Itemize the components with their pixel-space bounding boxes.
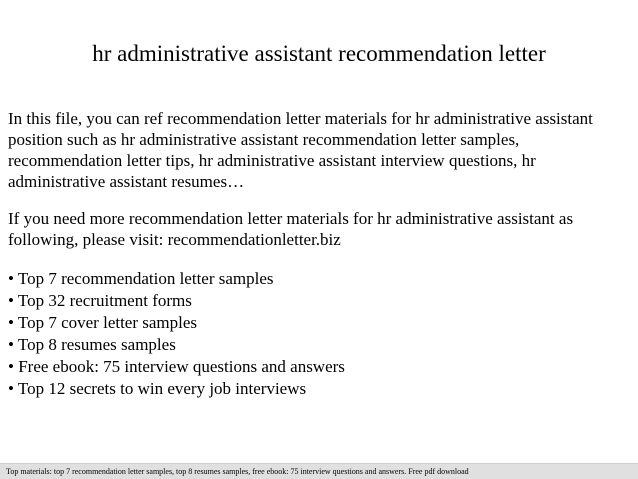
list-item: • Top 32 recruitment forms <box>8 291 192 310</box>
footer-bar <box>0 463 638 479</box>
list-item: • Free ebook: 75 interview questions and answers <box>8 357 345 376</box>
list-item: • Top 7 cover letter samples <box>8 313 198 332</box>
list-item: • Top 7 recommendation letter samples <box>8 269 274 288</box>
footer-text: Top materials: top 7 recommendation letter samples, top 8 resumes samples, free ebook: 75 interview questions and answers. Free pdf download <box>6 467 469 476</box>
more-info-paragraph: If you need more recommendation letter materials for hr administrative assistant as following, please visit: recommendationletter.biz <box>8 209 574 249</box>
page-title: hr administrative assistant recommendation letter <box>92 41 546 66</box>
materials-list <box>8 268 636 400</box>
list-item: • Top 8 resumes samples <box>8 335 176 354</box>
intro-paragraph: In this file, you can ref recommendation letter materials for hr administrative assistant position such as hr administrative assistant recommendation letter samples, recommendation letter tips, hr administrative assistant interview questions, hr administrative assistant resumes… <box>8 109 593 191</box>
list-item: • Top 12 secrets to win every job interviews <box>8 379 307 398</box>
